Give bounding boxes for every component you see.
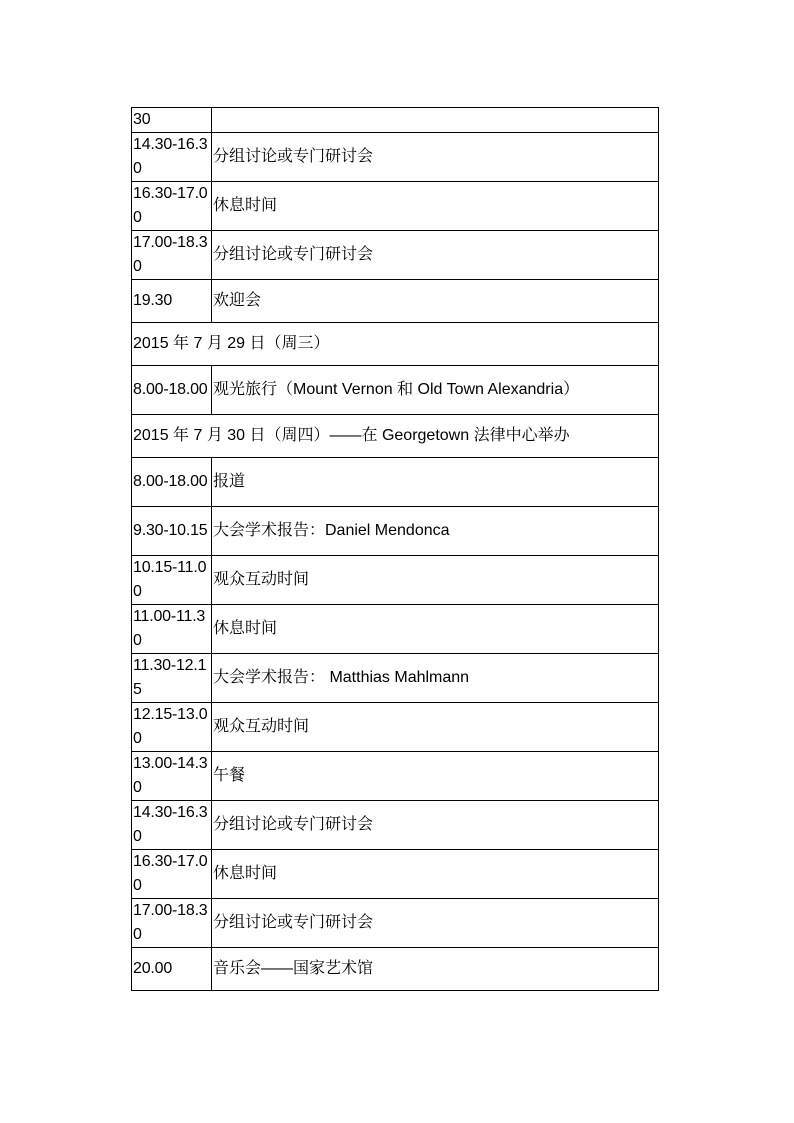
time-cell: 14.30-16.30 <box>132 801 212 850</box>
time-cell: 8.00-18.00 <box>132 366 212 415</box>
table-row <box>132 280 659 323</box>
event-cell: 大会学术报告：Daniel Mendonca <box>212 507 659 556</box>
table-row <box>132 703 659 752</box>
time-cell: 8.00-18.00 <box>132 458 212 507</box>
table-row <box>132 108 659 133</box>
time-cell: 30 <box>132 108 212 133</box>
time-cell: 11.30-12.15 <box>132 654 212 703</box>
event-cell: 休息时间 <box>212 850 659 899</box>
event-cell: 分组讨论或专门研讨会 <box>212 899 659 948</box>
time-cell: 10.15-11.00 <box>132 556 212 605</box>
event-cell: 大会学术报告： Matthias Mahlmann <box>212 654 659 703</box>
table-row <box>132 850 659 899</box>
table-row <box>132 133 659 182</box>
event-cell: 观众互动时间 <box>212 703 659 752</box>
date-header-row <box>132 323 659 366</box>
event-cell: 分组讨论或专门研讨会 <box>212 801 659 850</box>
event-cell: 观光旅行（Mount Vernon 和 Old Town Alexandria） <box>212 366 659 415</box>
time-cell: 17.00-18.30 <box>132 899 212 948</box>
event-cell: 音乐会——国家艺术馆 <box>212 948 659 991</box>
date-header: 2015 年 7 月 30 日（周四）——在 Georgetown 法律中心举办 <box>132 415 659 458</box>
table-row <box>132 366 659 415</box>
event-cell: 分组讨论或专门研讨会 <box>212 231 659 280</box>
time-cell: 14.30-16.30 <box>132 133 212 182</box>
time-cell: 9.30-10.15 <box>132 507 212 556</box>
event-cell: 观众互动时间 <box>212 556 659 605</box>
time-cell: 13.00-14.30 <box>132 752 212 801</box>
table-row <box>132 458 659 507</box>
time-cell: 20.00 <box>132 948 212 991</box>
table-row <box>132 231 659 280</box>
table-row <box>132 654 659 703</box>
date-header: 2015 年 7 月 29 日（周三） <box>132 323 659 366</box>
time-cell: 17.00-18.30 <box>132 231 212 280</box>
event-cell: 午餐 <box>212 752 659 801</box>
time-cell: 16.30-17.00 <box>132 850 212 899</box>
event-cell: 休息时间 <box>212 182 659 231</box>
time-cell: 16.30-17.00 <box>132 182 212 231</box>
time-cell: 19.30 <box>132 280 212 323</box>
table-row <box>132 556 659 605</box>
table-row <box>132 507 659 556</box>
event-cell: 欢迎会 <box>212 280 659 323</box>
schedule-table <box>131 107 659 991</box>
event-cell <box>212 108 659 133</box>
event-cell: 休息时间 <box>212 605 659 654</box>
date-header-row <box>132 415 659 458</box>
table-row <box>132 801 659 850</box>
time-cell: 11.00-11.30 <box>132 605 212 654</box>
time-cell: 12.15-13.00 <box>132 703 212 752</box>
table-row <box>132 182 659 231</box>
event-cell: 报道 <box>212 458 659 507</box>
table-row <box>132 605 659 654</box>
table-row <box>132 948 659 991</box>
table-row <box>132 752 659 801</box>
table-row <box>132 899 659 948</box>
event-cell: 分组讨论或专门研讨会 <box>212 133 659 182</box>
